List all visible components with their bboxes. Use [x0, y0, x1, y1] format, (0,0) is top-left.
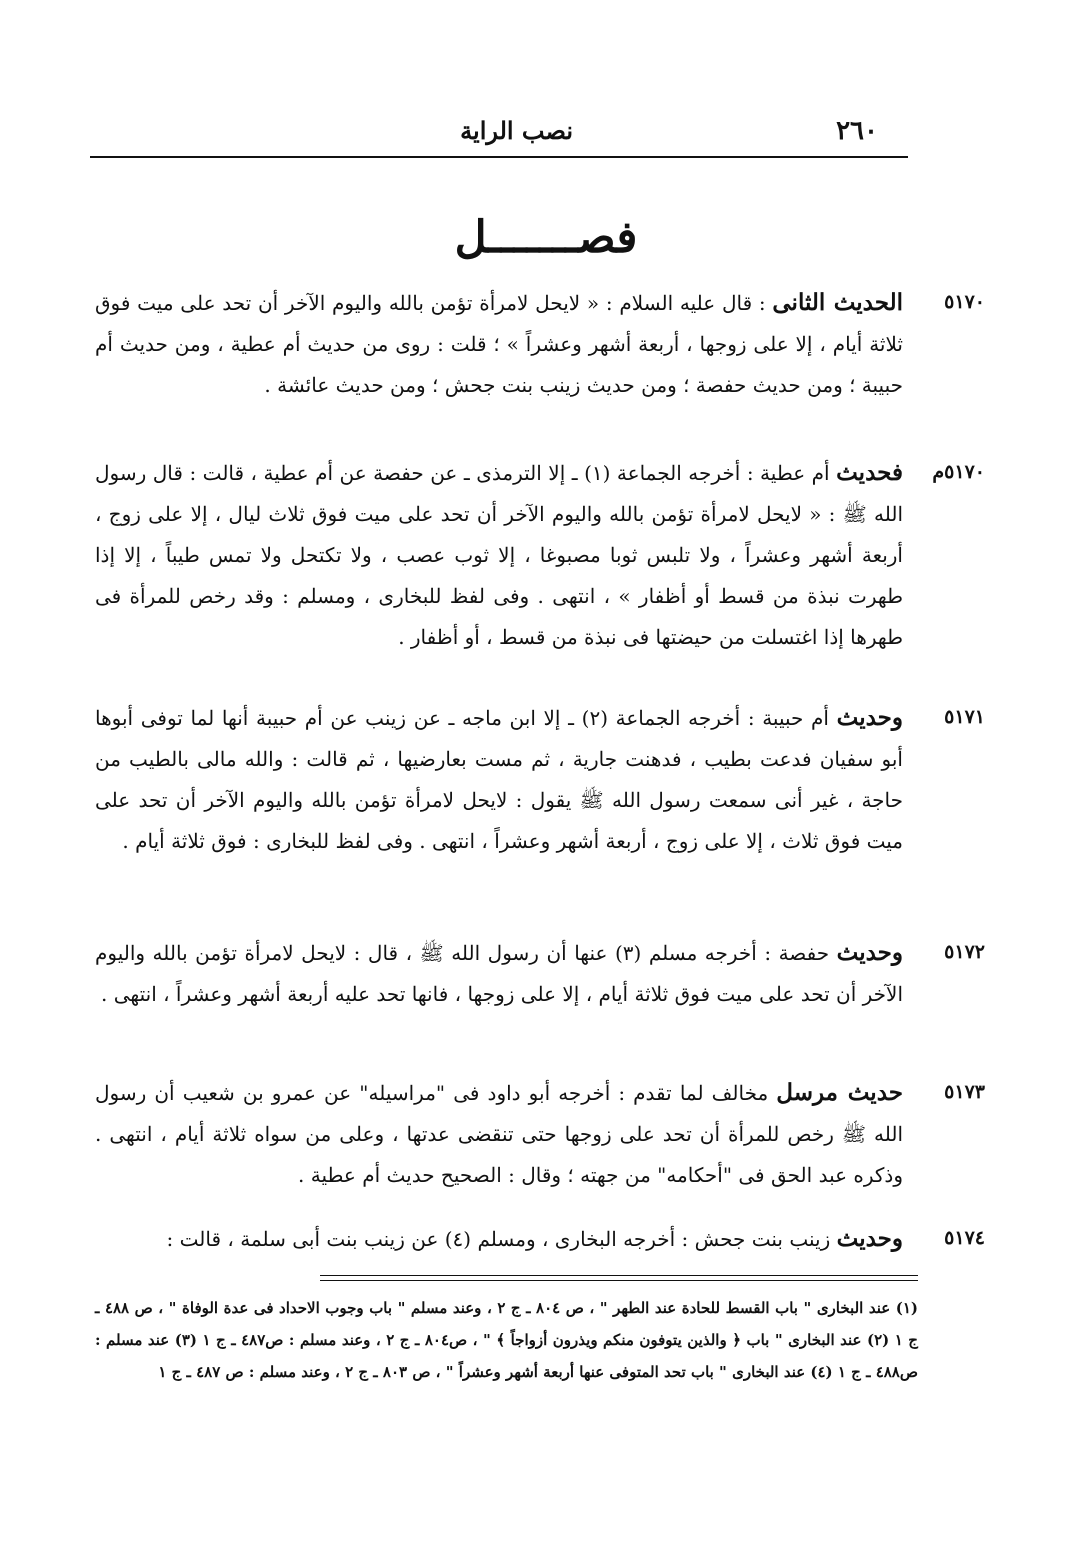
- entry-text: مخالف لما تقدم : أخرجه أبو داود فى "مراسيله" عن عمرو بن شعيب أن رسول الله ﷺ رخص للمرأة أن تحد على زوجها حتى تنقضى عدتها ، وعلى من سواه ثلاثة أيام ، انتهى . وذكره عبد الحق فى "أحكامه" من جهته ؛ وقال : الصحيح حديث أم عطية .: [95, 1081, 903, 1187]
- entry-number: ٥١٧٢: [944, 941, 985, 963]
- entry-lead: فحديث: [836, 459, 903, 486]
- entry-body: [95, 452, 903, 658]
- entry-lead: وحديث: [836, 939, 904, 966]
- footnotes: (١) عند البخارى " باب القسط للحادة عند الطهر " ، ص ٨٠٤ ـ ج ٢ ، وعند مسلم " باب وجوب الاحداد فى عدة الوفاة " ، ص ٤٨٨ ـ ج ١ (٢) عند البخارى " باب ﴿ والذين يتوفون منكم ويذرون أزواجاً ﴾ " ، ص٨٠٤ ـ ج ٢ ، وعند مسلم : ص٤٨٧ ـ ج ١ (٣) عند مسلم : ص٤٨٨ ـ ج ١ (٤) عند البخارى " باب تحد المتوفى عنها أربعة أشهر وعشراً " ، ص ٨٠٣ ـ ج ٢ ، وعند مسلم : ص ٤٨٧ ـ ج ١: [95, 1299, 918, 1381]
- entry-number: ٥١٧٤: [944, 1227, 985, 1249]
- entry-number: ٥١٧٠: [944, 291, 985, 313]
- entry-body: [95, 1218, 903, 1260]
- running-head: [90, 112, 908, 152]
- entry-body: [95, 697, 903, 862]
- entry-number: ٥١٧١: [944, 706, 985, 728]
- entry-lead: وحديث: [836, 1225, 903, 1252]
- footnote-rule: [320, 1275, 918, 1276]
- entry-lead: حديث مرسل: [776, 1079, 903, 1106]
- entry-body: [95, 1072, 903, 1196]
- entry-body: [95, 932, 903, 1015]
- section-title: فصـــــــل: [454, 212, 638, 263]
- book-title: نصب الراية: [460, 116, 573, 145]
- header-rule: [90, 156, 908, 158]
- entry-number: ٥١٧٠م: [932, 461, 985, 483]
- entry-text: حفصة : أخرجه مسلم (٣) عنها أن رسول الله ﷺ ، قال : لايحل لامرأة تؤمن بالله واليوم الآخر أن تحد على ميت فوق ثلاثة أيام ، إلا على زوجها ، فانها تحد عليه أربعة أشهر وعشراً ، انتهى .: [95, 941, 903, 1006]
- entry-text: زينب بنت جحش : أخرجه البخارى ، ومسلم (٤) عن زينب بنت أبى سلمة ، قالت :: [166, 1227, 831, 1251]
- entry-lead: وحديث: [836, 704, 904, 731]
- footnote-rule: [320, 1280, 918, 1281]
- entry-text: : قال عليه السلام : « لايحل لامرأة تؤمن بالله واليوم الآخر أن تحد على ميت فوق ثلاثة أيام ، إلا على زوجها ، أربعة أشهر وعشراً » ؛ قلت : روى من حديث أم عطية ، ومن حديث أم حبيبة ؛ ومن حديث حفصة ؛ ومن حديث زينب بنت جحش ؛ ومن حديث عائشة .: [95, 291, 903, 397]
- entry-body: [95, 282, 903, 406]
- entry-number: ٥١٧٣: [944, 1081, 985, 1103]
- entry-lead: الحديث الثانى: [772, 289, 903, 316]
- entry-text: أم عطية : أخرجه الجماعة (١) ـ إلا الترمذى ـ عن حفصة عن أم عطية ، قالت : قال رسول الله ﷺ : « لايحل لامرأة تؤمن بالله واليوم الآخر أن تحد على ميت فوق ثلاث ليال ، إلا على زوج ، أربعة أشهر وعشراً ، ولا تلبس ثوبا مصبوغا ، إلا ثوب عصب ، ولا تكتحل ولا تمس طيباً ، إلا إذا طهرت نبذة من قسط أو أظفار » ، انتهى . وفى لفظ للبخارى ، ومسلم : وقد رخص للمرأة فى طهرها إذا اغتسلت من حيضتها فى نبذة من قسط ، أو أظفار .: [95, 461, 903, 649]
- entry-text: أم حبيبة : أخرجه الجماعة (٢) ـ إلا ابن ماجه ـ عن زينب عن أم حبيبة أنها لما توفى أبوها أبو سفيان فدعت بطيب ، فدهنت جارية ، ثم مست بعارضيها ، ثم قالت : والله مالى بالطيب من حاجة ، غير أنى سمعت رسول الله ﷺ يقول : لايحل لامرأة تؤمن بالله واليوم الآخر أن تحد على ميت فوق ثلاث ، إلا على زوج ، أربعة أشهر وعشراً ، انتهى . وفى لفظ للبخارى : فوق ثلاثة أيام .: [95, 706, 903, 853]
- page-number: ٢٦٠: [836, 116, 878, 146]
